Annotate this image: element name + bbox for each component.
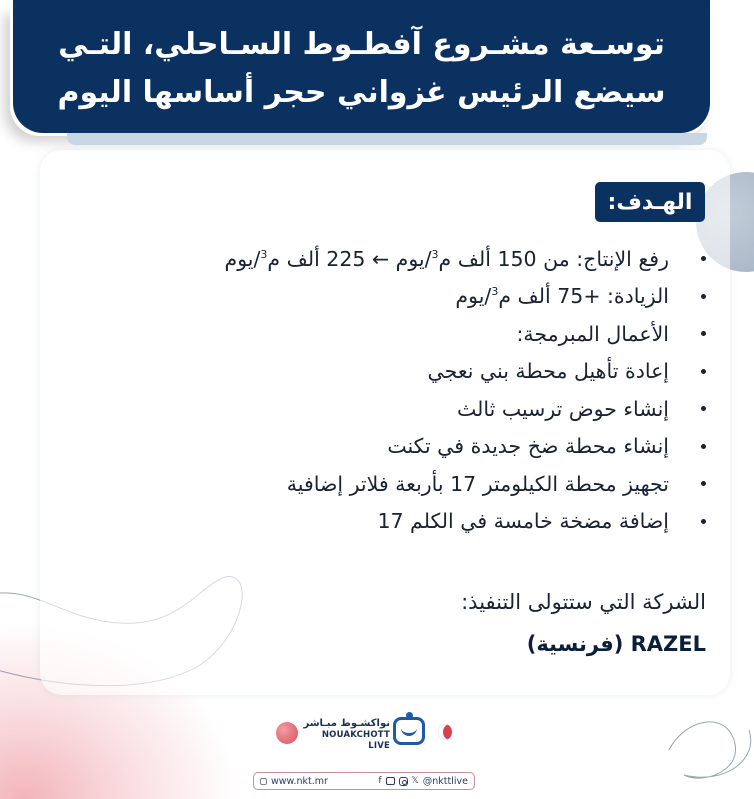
- title-banner: [13, 0, 710, 133]
- bullet-dot-icon: [701, 294, 706, 299]
- list-item: [86, 315, 706, 353]
- list-item-text: الأعمال المبرمجة:: [516, 321, 669, 346]
- list-item-text: إضافة مضخة خامسة في الكلم 17: [377, 509, 669, 534]
- globe-icon: [260, 778, 267, 785]
- bullet-dot-icon: [701, 444, 706, 449]
- crescent-icon: [438, 724, 452, 740]
- company-label: الشركة التي ستتولى التنفيذ:: [461, 590, 706, 614]
- title-line-1: توسـعة مشـروع آفطـوط السـاحلي، التـي: [58, 26, 665, 62]
- social-links: [378, 776, 468, 787]
- list-item: [86, 390, 706, 428]
- logo-smile-curve-icon: [401, 726, 417, 736]
- list-item: [86, 240, 706, 278]
- decorative-swirl-right: [664, 690, 754, 790]
- logo-text: [300, 717, 390, 752]
- youtube-icon[interactable]: [386, 777, 395, 785]
- website-link[interactable]: www.nkt.mr: [271, 775, 328, 787]
- list-item-text: إنشاء محطة ضخ جديدة في تكنت: [387, 434, 669, 459]
- list-item-text: إنشاء حوض ترسيب ثالث: [456, 396, 669, 421]
- list-item: [86, 353, 706, 391]
- logo-english: NOUAKCHOTT LIVE: [321, 730, 390, 751]
- logo-red-sphere-icon: [276, 722, 298, 744]
- bullet-dot-icon: [701, 481, 706, 486]
- logo-arabic: نواكشـوط مبـاشر: [303, 718, 390, 729]
- list-item-text: الزيادة: +75 ألف م$^3$/يوم: [455, 284, 669, 309]
- goal-badge: الهـدف:: [595, 182, 705, 222]
- instagram-icon[interactable]: [399, 777, 408, 786]
- list-item-text: تجهيز محطة الكيلومتر 17 بأربعة فلاتر إضافية: [286, 471, 669, 496]
- bullet-dot-icon: [701, 256, 706, 261]
- goals-list: [86, 240, 706, 540]
- title-line-2: سيضع الرئيس غزواني حجر أساسها اليوم: [57, 74, 666, 110]
- logo-smile-icon: [393, 717, 425, 745]
- company-value: RAZEL (فرنسية): [526, 632, 706, 656]
- bullet-dot-icon: [701, 331, 706, 336]
- list-item: [86, 465, 706, 503]
- x-icon[interactable]: 𝕏: [411, 776, 419, 786]
- list-item: [86, 428, 706, 466]
- list-item-text: إعادة تأهيل محطة بني نعجي: [427, 359, 669, 384]
- list-item: [86, 278, 706, 316]
- logo-dot-icon: [406, 712, 413, 719]
- title-underbar: [67, 133, 707, 145]
- bullet-dot-icon: [701, 369, 706, 374]
- list-item-text: رفع الإنتاج: من 150 ألف م$^3$/يوم ← 225 ألف م$^3$/يوم: [224, 246, 669, 271]
- website[interactable]: [260, 776, 328, 787]
- bullet-dot-icon: [701, 406, 706, 411]
- social-handle[interactable]: @nkttlive: [422, 775, 468, 787]
- bullet-dot-icon: [701, 519, 706, 524]
- facebook-icon[interactable]: f: [378, 776, 382, 786]
- footer-contact-bar: [253, 772, 475, 790]
- list-item: [86, 503, 706, 541]
